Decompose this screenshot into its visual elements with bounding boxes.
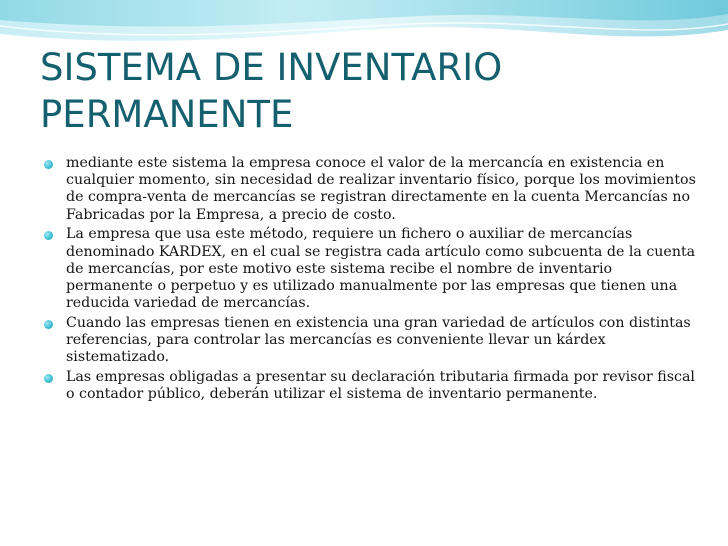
bullet-dot-icon [44,320,53,329]
bullet-text: mediante este sistema la empresa conoce el valor de la mercancía en existencia en cualquier momento, sin necesidad de realizar inventario físico, porque los movimientos de compra-venta de mercancías se registran directamente en la cuenta Mercancías no Fabricadas por la Empresa, a precio de costo. [66,155,696,223]
bullet-dot-icon [44,374,53,383]
bullet-list [44,155,696,406]
slide-title [40,44,700,138]
bullet-text: Cuando las empresas tienen en existencia una gran variedad de artículos con distintas referencias, para controlar las mercancías es conveniente llevar un kárdex sistematizado. [66,314,691,366]
bullet-text: Las empresas obligadas a presentar su declaración tributaria firmada por revisor fiscal o contador público, deberán utilizar el sistema de inventario permanente. [66,368,695,403]
bullet-item [44,315,696,367]
bullet-item [44,369,696,403]
bullet-item [44,226,696,312]
title-line-2: PERMANENTE [40,93,294,136]
title-line-1: SISTEMA DE INVENTARIO [40,46,503,89]
bullet-text: La empresa que usa este método, requiere un fichero o auxiliar de mercancías denominado KARDEX, en el cual se registra cada artículo como subcuenta de la cuenta de mercancías, por este motivo este sistema recibe el nombre de inventario permanente o perpetuo y es utilizado manualmente por las empresas que tienen una reducida variedad de mercancías. [66,226,696,312]
bullet-dot-icon [44,231,53,240]
bullet-item [44,155,696,224]
bullet-dot-icon [44,160,53,169]
